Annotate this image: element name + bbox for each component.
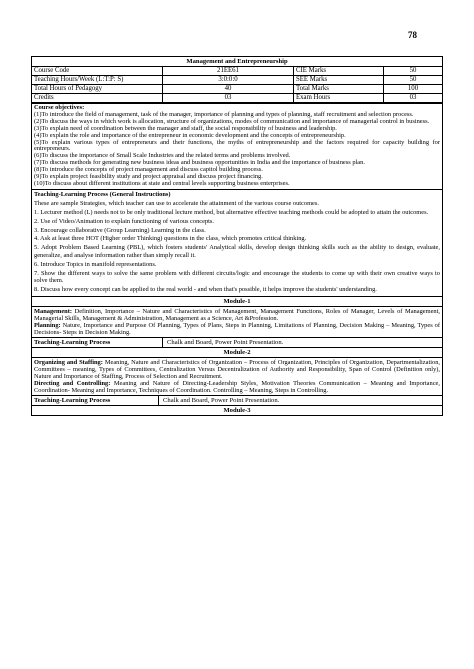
- page-number: 78: [408, 30, 417, 40]
- objective-item: (8)To introduce the concepts of project management and discuss capitol building process.: [34, 166, 263, 174]
- module-2-tlp-row: [32, 395, 442, 405]
- topic-label: Management:: [34, 307, 72, 315]
- tlp-item: 1. Lecturer method (L) needs not to be only traditional lecture method, but alternative effective teaching methods could be adopted to attain the outcomes.: [34, 208, 429, 216]
- objective-item: (3)To explain need of coordination between the manager and staff, the social responsibility of business and leadership.: [34, 124, 337, 132]
- tlp-item: 3. Encourage collaborative (Group Learning) Learning in the class.: [34, 226, 206, 234]
- module-3-title: Module-3: [32, 405, 442, 415]
- tlp-item: 5. Adopt Problem Based Learning (PBL), which fosters students' Analytical skills, develop design thinking skills such as the ability to design, evaluate, generalize, and analyse information rather than simply recall it.: [34, 244, 440, 259]
- tlp-heading: Teaching-Learning Process (General Instructions): [34, 190, 171, 198]
- objectives-heading: Course objectives:: [34, 104, 85, 111]
- topic-text: Nature, Importance and Purpose Of Planning, Types of Plans, Steps in Planning, Limitations of Planning, Decision Making – Meaning, Types of Decisions- Steps in Decision Making.: [34, 321, 440, 336]
- objective-item: (2)To discuss the ways in which work is allocation, structure of organizations, modes of communication and importance of managerial control in business.: [34, 117, 430, 125]
- objective-item: (1)To introduce the field of management, task of the manager, importance of planning and types of planning, staff recruitment and selection process.: [34, 110, 414, 118]
- objective-item: (10)To discuss about different institutions at state and central levels supporting business enterprises.: [34, 179, 290, 187]
- module-1-content: [32, 306, 442, 337]
- objective-item: (9)To explain project feasibility study and project appraisal and discuss project financing.: [34, 173, 263, 181]
- tlp-item: 6. Introduce Topics in manifold representations.: [34, 260, 157, 268]
- objective-item: (5)To explain various types of entrepreneurs and their functions, the myths of entrepreneurship and the factors required for capacity building for entrepreneurs.: [34, 138, 440, 153]
- tlp-label: Teaching-Learning Process: [32, 338, 163, 347]
- tlp-intro: These are sample Strategies, which teacher can use to accelerate the attainment of the various course outcomes.: [34, 199, 319, 207]
- tlp-item: 2. Use of Video/Animation to explain functioning of various concepts.: [34, 217, 214, 225]
- teaching-learning-process: [32, 189, 442, 296]
- topic-text: Meaning and Nature of Directing-Leadership Styles, Motivation Theories Communication – Meaning and Importance, Coordination- Meaning and Importance, Techniques of Coordination. Controlling – Meaning, Steps in Controlling.: [34, 379, 440, 394]
- topic-label: Planning:: [34, 321, 61, 329]
- syllabus-frame: [31, 56, 443, 416]
- tlp-label: Teaching-Learning Process: [32, 396, 159, 405]
- topic-label: Directing and Controlling:: [34, 379, 111, 387]
- table-row: Teaching Hours/Week (L:T:P: S) 3:0:0:0 SEE Marks 50: [32, 76, 442, 85]
- objective-item: (7)To discuss methods for generating new business ideas and business opportunities in India and the importance of business plan.: [34, 159, 365, 167]
- tlp-value: Chalk and Board, Power Point Presentation.: [167, 338, 284, 346]
- course-title: Management and Entrepreneurship: [32, 57, 442, 67]
- tlp-item: 7. Show the different ways to solve the same problem with different circuits/logic and encourage the students to come up with their own creative ways to solve them.: [34, 269, 440, 284]
- module-1-title: Module-1: [32, 296, 442, 306]
- tlp-item: 4. Ask at least three HOT (Higher order Thinking) questions in the class, which promotes critical thinking.: [34, 235, 307, 243]
- course-info-table: [32, 67, 442, 103]
- tlp-value: Chalk and Board, Power Point Presentation.: [163, 396, 280, 404]
- objective-item: (4)To explain the role and importance of the entrepreneur in economic development and the concepts of entrepreneurship.: [34, 131, 346, 139]
- module-1-tlp-row: [32, 337, 442, 347]
- topic-text: Meaning, Nature and Characteristics of Organization – Process of Organization, Principles of Organization, Departmentalization, Committees – meaning, Types of Committees, Centralization Versus Decentralization of Authority and Responsibility, Span of Control (Definition only), Nature and Importance of Staffing, Process of Selection and Recruitment.: [34, 358, 440, 380]
- table-row: Credits 03 Exam Hours 03: [32, 94, 442, 103]
- table-row: Course Code 21EE61 CIE Marks 50: [32, 67, 442, 76]
- topic-text: Definition, Importance – Nature and Characteristics of Management, Management Functions, Roles of Manager, Levels of Management, Managerial Skills, Management & Administration, Management as a Science, Art &Profession.: [34, 307, 440, 322]
- table-row: Total Hours of Pedagogy 40 Total Marks 100: [32, 85, 442, 94]
- tlp-item: 8. Discuss how every concept can be applied to the real world - and when that's possible, it helps improve the students' understanding.: [34, 285, 377, 293]
- module-2-content: [32, 357, 442, 395]
- topic-label: Organizing and Staffing:: [34, 358, 103, 366]
- objective-item: (6)To discuss the importance of Small Scale Industries and the related terms and problems involved.: [34, 152, 291, 160]
- module-2-title: Module-2: [32, 347, 442, 357]
- course-objectives: [32, 103, 442, 189]
